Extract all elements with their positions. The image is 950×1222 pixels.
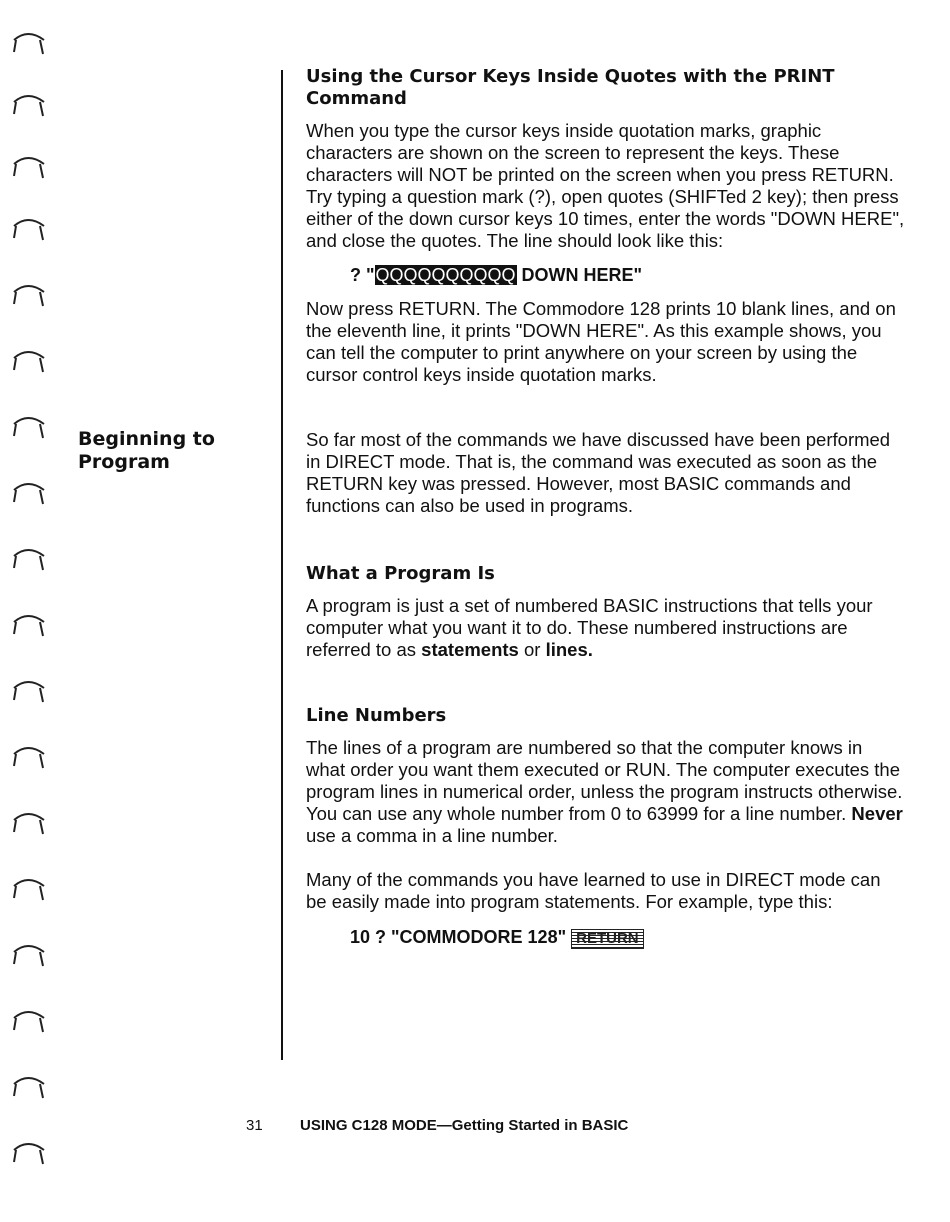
running-subtitle: —Getting Started in BASIC — [436, 1117, 629, 1134]
code-example-program — [350, 926, 644, 949]
bold-term: lines. — [545, 639, 593, 660]
page-number: 31 — [246, 1117, 263, 1134]
code-line: 10 ? "COMMODORE 128" — [350, 927, 572, 947]
section-beginning — [306, 429, 906, 517]
section-cursor-keys-continued — [306, 298, 906, 386]
page-footer — [246, 1117, 628, 1134]
code-suffix: DOWN HERE" — [516, 265, 643, 285]
section-heading: What a Program Is — [306, 563, 495, 584]
paragraph: When you type the cursor keys inside quotation marks, graphic characters are shown on the screen to represent the keys. These characters will NOT be printed on the screen when you press RETURN. Try typing a question mark (?), open quotes (SHIFTed 2 key); then press either of the down cursor keys 10 times, enter the words "DOWN HERE", and close the quotes. The line should look like this: — [306, 120, 905, 251]
section-heading: Line Numbers — [306, 705, 447, 726]
section-cursor-keys — [306, 66, 906, 252]
running-title: USING C128 MODE — [300, 1117, 437, 1134]
text-run: A program is just a set of numbered BASIC instructions that tells your computer what you want it to do. These numbered instructions are referred to as — [306, 595, 873, 660]
paragraph — [306, 737, 906, 847]
paragraph — [306, 595, 906, 661]
section-heading: Using the Cursor Keys Inside Quotes with the PRINT Command — [306, 66, 835, 109]
code-example-print — [350, 264, 642, 286]
paragraph: Many of the commands you have learned to use in DIRECT mode can be easily made into program statements. For example, type this: — [306, 869, 881, 912]
binding-marks-icon — [0, 0, 60, 1217]
cursor-glyphs: QQQQQQQQQQ — [375, 265, 516, 285]
text-run: or — [518, 639, 546, 660]
section-what-program — [306, 563, 906, 661]
binding-edge — [0, 0, 60, 1217]
paragraph: Now press RETURN. The Commodore 128 prints 10 blank lines, and on the eleventh line, it prints "DOWN HERE". As this example shows, you can tell the computer to print anywhere on your screen by using the cursor control keys inside quotation marks. — [306, 298, 896, 385]
side-heading: Beginning to Program — [78, 428, 215, 473]
paragraph: So far most of the commands we have discussed have been performed in DIRECT mode. That is, the command was executed as soon as the RETURN key was pressed. However, most BASIC commands and functions can also be used in programs. — [306, 429, 891, 516]
text-run: use a comma in a line number. — [306, 825, 558, 846]
code-prefix: ? " — [350, 265, 375, 285]
section-line-numbers — [306, 705, 906, 913]
bold-term: Never — [851, 803, 903, 824]
return-key-icon: RETURN — [571, 929, 644, 949]
text-run: The lines of a program are numbered so that the computer knows in what order you want them executed or RUN. The computer executes the program lines in numerical order, unless the program instructs otherwise. You can use any whole number from 0 to 63999 for a line number. — [306, 737, 903, 824]
column-divider — [281, 70, 283, 1060]
bold-term: statements — [421, 639, 519, 660]
